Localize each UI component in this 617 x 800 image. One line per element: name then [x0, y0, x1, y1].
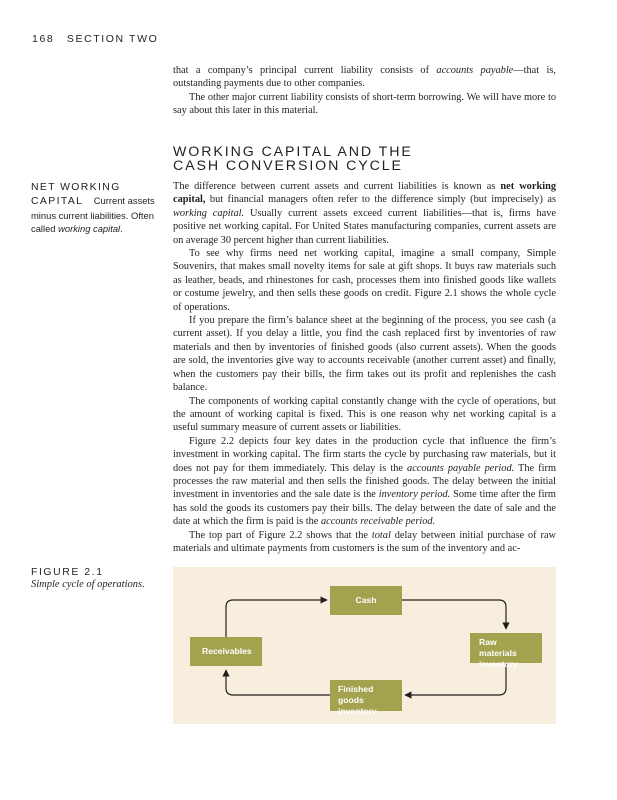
- section-heading: WORKING CAPITAL AND THE CASH CONVERSION CYCLE: [173, 144, 413, 174]
- body-paragraph-6: The top part of Figure 2.2 shows that the total delay between initial purchase of raw materials and ultimate payments from customers is the sum of the inventory and ac-: [173, 529, 557, 554]
- margin-definition: NET WORKING CAPITAL Current assets minus current liabilities. Often called working capital.: [31, 182, 155, 235]
- term-accounts-payable: accounts payable: [436, 65, 514, 76]
- figure-caption: Simple cycle of operations.: [31, 579, 145, 590]
- intro-paragraph-2: The other major current liability consists of short-term borrowing. We will have more to say about this later in this material.: [173, 91, 556, 117]
- arrow-cash-to-raw: [402, 600, 506, 629]
- body-text: [173, 180, 556, 555]
- body-paragraph-3: If you prepare the firm’s balance sheet at the beginning of the process, you see cash (a current asset). If you delay a little, you find the cash replaced first by inventories of raw materials and then by inventories of finished goods (also current assets). When the goods are sold, the inventories give way to accounts receivable (another current asset) and finally, when the customers pay their bills, the firm takes out its profit and replenishes the cash balance.: [173, 315, 556, 394]
- margin-term: NET WORKING CAPITAL: [31, 182, 121, 208]
- page-header: [32, 33, 158, 45]
- body-paragraph-1: The difference between current assets and current liabilities is known as net working capital, but financial managers often refer to the difference simply (but imprecisely) as working capital. Usually current assets exceed current liabilities—that is, firms have positive net working capital. For United States manufacturing companies, current assets are on average 30 percent higher than current liabilities.: [173, 181, 556, 246]
- cycle-diagram: [173, 567, 556, 724]
- node-cash: Cash: [330, 586, 402, 615]
- node-receivables: Receivables: [190, 637, 262, 666]
- arrow-receivables-to-cash: [226, 600, 327, 637]
- figure-label: FIGURE 2.1: [31, 567, 104, 578]
- body-paragraph-5: Figure 2.2 depicts four key dates in the production cycle that influence the firm’s investment in working capital. The firm starts the cycle by purchasing raw materials, but it does not pay for them immediately. This delay is the accounts payable period. The firm processes the raw material and then sells the finished goods. The delay between the initial investment in inventories and the sale date is the inventory period. Some time after the firm has sold the goods its customers pay their bills. The delay between the date of sale and the date at which the firm is paid is the accounts receivable period.: [173, 435, 556, 528]
- node-raw-materials-inventory: Raw materials inventory: [470, 633, 542, 663]
- term-net-working-capital: net working capital,: [173, 181, 556, 206]
- arrow-finished-to-receivables: [226, 670, 330, 695]
- node-finished-goods-inventory: Finished goods inventory: [330, 680, 402, 711]
- margin-definition-text: Current assets minus current liabilities. Often called: [31, 195, 155, 235]
- intro-text: [173, 64, 556, 118]
- page-number: 168: [32, 33, 55, 45]
- section-title: SECTION TWO: [66, 33, 159, 45]
- body-paragraph-4: The components of working capital constantly change with the cycle of operations, but the amount of working capital is fixed. This is one reason why net working capital is a useful summary measure of current assets or liabilities.: [173, 395, 556, 434]
- body-paragraph-2: To see why firms need net working capital, imagine a small company, Simple Souvenirs, that makes small novelty items for sale at gift shops. It buys raw materials such as leather, beads, and rhinestones for cash, processes them into finished goods like wallets or costume jewelry, and then sells these goods on credit. Figure 2.1 shows the whole cycle of operations.: [173, 248, 556, 313]
- intro-paragraph-1: that a company’s principal current liability consists of accounts payable—that is, outstanding payments due to other companies.: [173, 65, 556, 90]
- margin-alias: working capital: [58, 223, 121, 235]
- term-working-capital: working capital.: [173, 207, 245, 219]
